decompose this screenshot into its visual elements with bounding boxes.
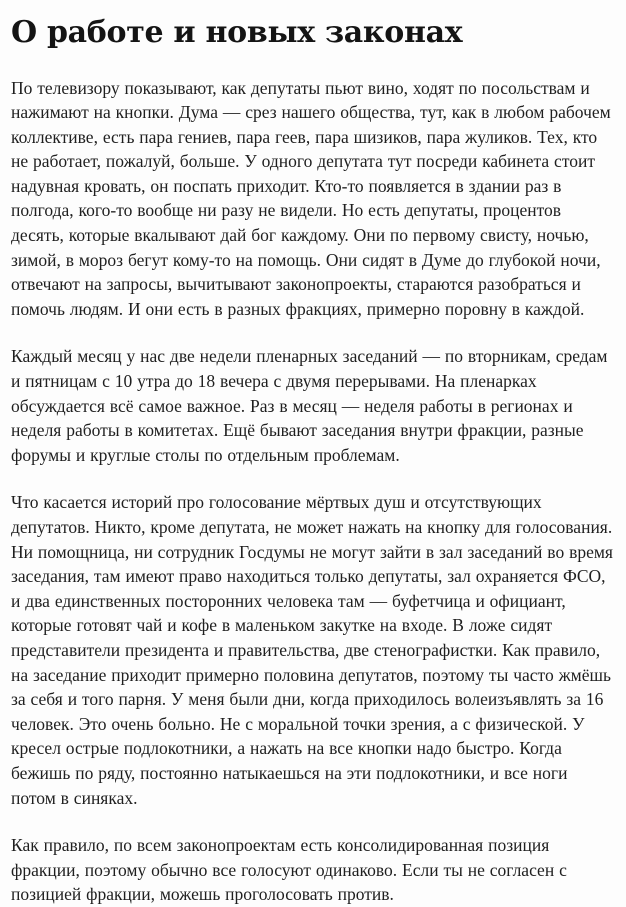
article-title: О работе и новых законах — [11, 15, 463, 50]
article-paragraph: Что касается историй про голосование мёртвых душ и отсутствующих депутатов. Никто, кроме депутата, не может нажать на кнопку для голосования. Ни помощница, ни сотрудник Госдумы не могут зайти в зал заседаний во время заседания, там имеют право находиться только депутаты, зал охраняется ФСО, и два единственных посторонних человека там — буфетчица и официант, которые готовят чай и кофе в маленьком закутке на входе. В ложе сидят представители президента и правительства, две стенографистки. Как правило, на заседание приходит примерно половина депутатов, поэтому ты часто жмёшь за себя и того парня. У меня были дни, когда приходилось волеизъявлять за 16 человек. Это очень больно. Не с моральной точки зрения, а с физической. У кресел острые подлокотники, а нажать на все кнопки надо быстро. Когда бежишь по ряду, постоянно натыкаешься на эти подлокотники, и все ноги потом в синяках. — [11, 492, 613, 808]
article-paragraph: Каждый месяц у нас две недели пленарных заседаний — по вторникам, средам и пятницам с 10 утра до 18 вечера с двумя перерывами. На пленарках обсуждается всё самое важное. Раз в месяц — неделя работы в регионах и неделя работы в комитетах. Ещё бывают заседания внутри фракции, разные форумы и круглые столы по отдельным проблемам. — [11, 346, 608, 465]
article-paragraph: Как правило, по всем законопроектам есть консолидированная позиция фракции, поэтому обычно все голосуют одинаково. Если ты не согласен с позицией фракции, можешь проголосовать против. — [11, 835, 567, 905]
article-paragraph: По телевизору показывают, как депутаты пьют вино, ходят по посольствам и нажимают на кнопки. Дума — срез нашего общества, тут, как в любом рабочем коллективе, есть пара гениев, пара геев, пара шизиков, пара жуликов. Тех, кто не работает, пожалуй, больше. У одного депутата тут посреди кабинета стоит надувная кровать, он поспать приходит. Кто-то появляется в здании раз в полгода, кого-то вообще ни разу не видели. Но есть депутаты, процентов десять, которые вкалывают дай бог каждому. Они по первому свисту, ночью, зимой, в мороз бегут кому-то на помощь. Они сидят в Думе до глубокой ночи, отвечают на запросы, вычитывают законопроекты, стараются разобраться и помочь людям. И они есть в разных фракциях, примерно поровну в каждой. — [11, 77, 611, 319]
article-body — [11, 76, 614, 907]
